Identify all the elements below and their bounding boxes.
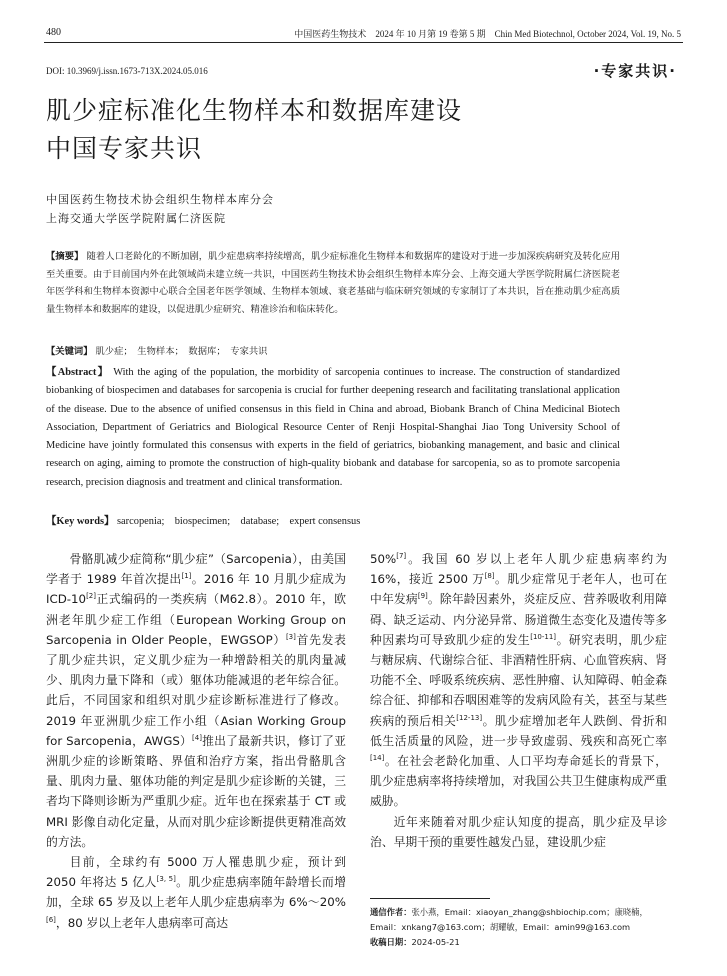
journal-name-cn: 中国医药生物技术 — [294, 29, 367, 39]
abstract-en-label: 【Abstract】 — [46, 367, 110, 378]
citation: [10-11] — [530, 632, 557, 641]
body-left-column — [46, 549, 346, 933]
abstract-cn-label: 【摘要】 — [46, 251, 84, 262]
citation: [9] — [417, 592, 428, 601]
citation: [1] — [181, 572, 192, 581]
correspondence-label: 通信作者： — [370, 907, 412, 917]
footnote — [370, 905, 670, 950]
keywords-en-text: sarcopenia; biospecimen; database; expert consensus — [117, 516, 361, 527]
citation: [8] — [484, 572, 495, 581]
keywords-cn — [46, 343, 620, 361]
received-date-label: 收稿日期： — [370, 937, 412, 947]
affiliations — [46, 190, 274, 228]
keywords-cn-label: 【关键词】 — [46, 346, 93, 357]
keywords-en — [46, 513, 620, 531]
title-line-2: 中国专家共识 — [46, 134, 203, 163]
footnote-divider — [370, 898, 490, 899]
abstract-en — [46, 364, 620, 492]
body-paragraph: 50%[7]。我国 60 岁以上老年人肌少症患病率约为 16%，接近 2500 万[8]。肌少症常见于老年人，也可在中年发病[9]。除年龄因素外，炎症反应、营养吸收利用障碍、缺乏运动、内分泌异常、肠道微生态变化及遗传等多种因素均可导致肌少症的发生[10-11]。研究表明，肌少症与糖尿病、代谢综合征、非酒精性肝病、心血管疾病、肾功能不全、呼吸系统疾病、恶性肿瘤、认知障碍、帕金森综合征、抑郁和吞咽困难等的发病风险有关，甚至与某些疾病的预后相关[12-13]。肌少症增加老年人跌倒、骨折和低生活质量的风险，进一步导致虚弱、残疾和高死亡率[14]。在社会老龄化加重、人口平均寿命延长的背景下，肌少症患病率将持续增加，对我国公共卫生健康构成严重威胁。 — [370, 552, 667, 809]
affiliation: 上海交通大学医学院附属仁济医院 — [46, 212, 226, 225]
citation: [3, 5] — [156, 875, 176, 884]
body-paragraph: 目前，全球约有 5000 万人罹患肌少症，预计到 2050 年将达 5 亿人[3, 5]。肌少症患病率随年龄增长而增加，全球 65 岁及以上老年人肌少症患病率为 6%～20%[6]，80 岁以上老年人患病率可高达 — [46, 855, 346, 930]
citation: [14] — [370, 754, 385, 763]
abstract-cn-text: 随着人口老龄化的不断加剧，肌少症患病率持续增高，肌少症标准化生物样本和数据库的建设对于进一步加深疾病研究及转化应用至关重要。由于目前国内外在此领域尚未建立统一共识，中国医药生物技术协会组织生物样本库分会、上海交通大学医学院附属仁济医院老年医学科和生物样本资源中心联合全国老年医学领域、生物样本领域、衰老基础与临床研究领域的专家制订了本共识，旨在推动肌少症高质量生物样本和数据库的建设，以促进肌少症研究、精准诊治和临床转化。 — [46, 251, 620, 316]
keywords-cn-text: 肌少症； 生物样本； 数据库； 专家共识 — [95, 346, 268, 357]
running-header — [294, 27, 681, 40]
citation: [2] — [86, 592, 96, 601]
header-divider — [44, 42, 683, 43]
citation: [3] — [285, 632, 296, 641]
issue-cn: 2024 年 10 月第 19 卷第 5 期 — [375, 29, 486, 39]
body-paragraph: 骨骼肌减少症简称“肌少症”（Sarcopenia），由美国学者于 1989 年首次提出[1]。2016 年 10 月肌少症成为 ICD-10[2]正式编码的一类疾病（M62.8）。2010 年，欧洲老年肌少症工作组（European Working Group on Sarcopenia in Older People，EWGSOP）[3]首先发表了肌少症共识，定义肌少症为一种增龄相关的肌肉量减少、肌肉力量下降和（或）躯体功能减退的老年综合征。此后，不同国家和组织对肌少症诊断标准进行了修改。2019 年亚洲肌少症工作小组（Asian Working Group for Sarcopenia，AWGS）[4]推出了最新共识，修订了亚洲肌少症的诊断策略、界值和治疗方案，指出骨骼肌含量、肌肉力量、躯体功能的判定是肌少症诊断的关键，三者均下降则诊断为严重肌少症。近年也在探索基于 CT 或 MRI 影像自动化定量，从而对肌少症诊断提供更精准高效的方法。 — [46, 552, 346, 849]
abstract-en-text: With the aging of the population, the morbidity of sarcopenia continues to increase. The construction of standardized biobanking of biospecimen and databases for sarcopenia is crucial for further deepening research and facilitating translational application of the disease. Due to the absence of unified consensus in this field in China and abroad, Biobank Branch of China Medicinal Biotech Association, Department of Geriatrics and Biological Resource Center of Renji Hospital-Shanghai Jiao Tong University School of Medicine have jointly formulated this consensus with experts in the field of geriatrics, biobanking management, and basic and clinical research on aging, aiming to promote the construction of high-quality biobank and database for sarcopenia, so as to promote sarcopenia research, precision diagnosis and treatment and clinical transformation. — [46, 367, 620, 488]
citation: [6] — [46, 915, 56, 924]
affiliation: 中国医药生物技术协会组织生物样本库分会 — [46, 193, 274, 206]
correspondence-line: Email：xnkang7@163.com；胡耀敏，Email：amin99@163.com — [370, 922, 631, 932]
page-number: 480 — [46, 27, 61, 38]
keywords-en-label: 【Key words】 — [46, 516, 115, 527]
citation: [4] — [192, 733, 202, 742]
title-line-1: 肌少症标准化生物样本和数据库建设 — [46, 96, 463, 125]
article-type-badge: ·专家共识· — [593, 62, 677, 80]
received-date: 收稿日期：2024-05-21 — [370, 937, 460, 947]
body-right-column — [370, 549, 667, 852]
journal-name-en: Chin Med Biotechnol, October 2024, Vol. 19, No. 5 — [494, 29, 681, 39]
doi: DOI: 10.3969/j.issn.1673-713X.2024.05.016 — [46, 66, 208, 76]
body-paragraph: 近年来随着对肌少症认知度的提高，肌少症及早诊治、早期干预的重要性越发凸显，建设肌少症 — [370, 814, 667, 849]
citation: [12-13] — [456, 713, 483, 722]
citation: [7] — [396, 552, 407, 561]
article-title — [46, 92, 606, 168]
correspondence-line: 通信作者：张小燕，Email：xiaoyan_zhang@shbiochip.com；康晓楠， — [370, 907, 648, 917]
abstract-cn — [46, 248, 620, 319]
